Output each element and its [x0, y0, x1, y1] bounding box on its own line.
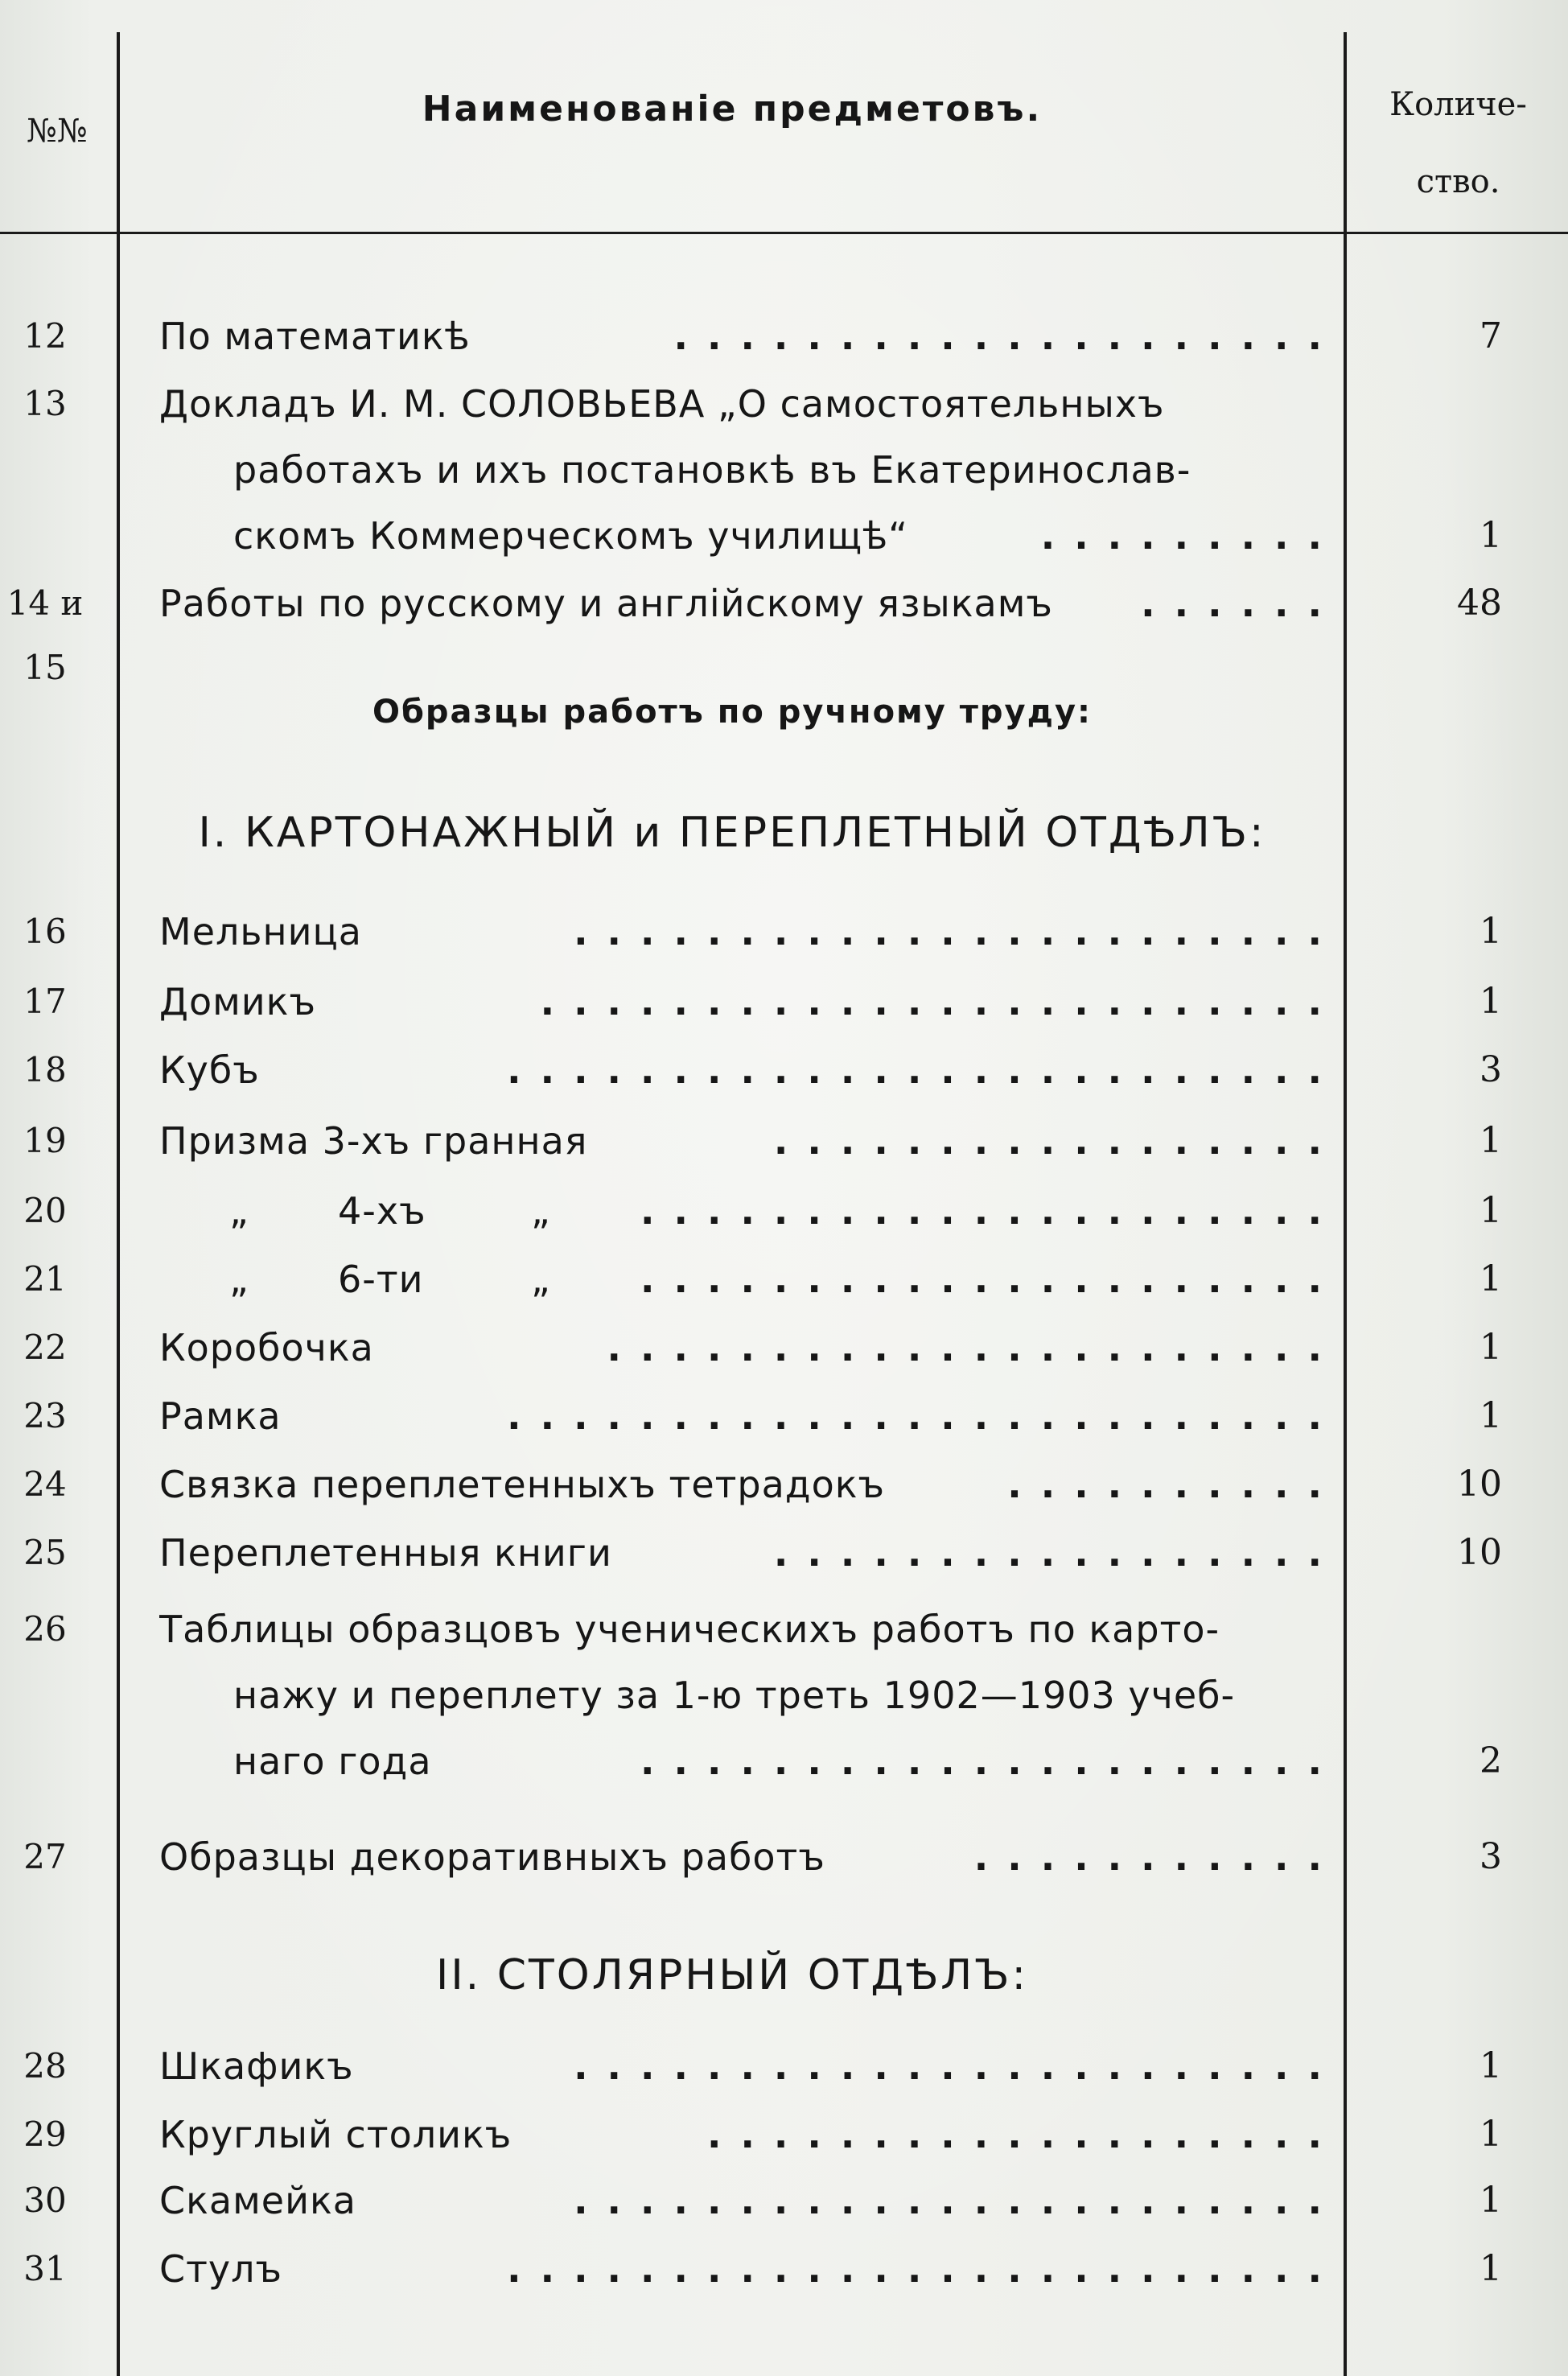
row-description: Переплетенныя книги	[159, 1531, 612, 1575]
row-number: 29	[23, 2115, 67, 2154]
row-number: 17	[23, 982, 67, 1021]
row-description: наго года	[233, 1740, 432, 1783]
ditto-mark: „	[531, 1258, 550, 1301]
row-quantity: 1	[1480, 911, 1502, 952]
handwork-section-title: Образцы работъ по ручному труду:	[372, 694, 1093, 731]
header-quantity-label	[1348, 66, 1568, 220]
row-quantity: 1	[1480, 1120, 1502, 1161]
ditto-mark: „	[229, 1258, 249, 1301]
table-row	[0, 1663, 1568, 1727]
row-quantity: 1	[1480, 1395, 1502, 1436]
row-quantity: 10	[1457, 1532, 1502, 1573]
row-quantity: 1	[1480, 2248, 1502, 2289]
table-row	[0, 1521, 1568, 1585]
table-row	[0, 900, 1568, 964]
row-quantity: 1	[1480, 1258, 1502, 1299]
table-row	[0, 1247, 1568, 1312]
row-number: 18	[23, 1050, 67, 1089]
table-row	[0, 2237, 1568, 2301]
cartonnage-section-title: I. КАРТОНАЖНЫЙ и ПЕРЕПЛЕТНЫЙ ОТДѢЛЪ:	[198, 809, 1266, 857]
leader-dots: ....................	[673, 315, 1341, 358]
leader-dots: ...........	[973, 1835, 1341, 1879]
row-description: Мельница	[159, 910, 362, 953]
leader-dots: ......	[1141, 582, 1341, 625]
table-row	[0, 1825, 1568, 1889]
header-quantity-label-line2: ство.	[1416, 163, 1500, 200]
row-quantity: 1	[1480, 2180, 1502, 2221]
row-number: 13	[23, 384, 67, 423]
row-description: 6-ти	[338, 1258, 424, 1301]
row-number: 28	[23, 2046, 67, 2086]
row-quantity: 1	[1480, 2045, 1502, 2086]
row-number: 27	[23, 1837, 67, 1876]
row-quantity: 2	[1480, 1740, 1502, 1781]
row-description: 4-хъ	[338, 1189, 426, 1233]
row-description: Кубъ	[159, 1048, 260, 1092]
row-quantity: 3	[1480, 1836, 1502, 1877]
table-row	[0, 2034, 1568, 2098]
table-row	[0, 1452, 1568, 1517]
table-row	[0, 1038, 1568, 1102]
row-description: Скамейка	[159, 2179, 356, 2222]
row-description: скомъ Коммерческомъ училищѣ“	[233, 514, 908, 558]
row-number: 22	[23, 1328, 67, 1367]
leader-dots: .........	[1040, 514, 1341, 558]
row-quantity: 3	[1480, 1049, 1502, 1090]
leader-dots: .....................	[640, 1189, 1341, 1233]
table-row	[0, 1179, 1568, 1243]
row-number: 19	[23, 1121, 67, 1160]
row-description: Шкафикъ	[159, 2045, 354, 2088]
table-row	[0, 1729, 1568, 1793]
row-description: нажу и переплету за 1-ю треть 1902—1903 учеб-	[233, 1674, 1236, 1717]
row-quantity: 10	[1457, 1464, 1502, 1505]
row-quantity: 1	[1480, 515, 1502, 556]
table-row	[0, 1109, 1568, 1173]
table-row	[0, 571, 1568, 687]
leader-dots: .....................	[640, 1258, 1341, 1301]
ditto-mark: „	[229, 1189, 249, 1233]
table-row	[0, 304, 1568, 369]
row-number: 16	[23, 912, 67, 951]
table-row	[0, 372, 1568, 436]
row-description: Коробочка	[159, 1326, 374, 1369]
table-row	[0, 1316, 1568, 1380]
table-row	[0, 970, 1568, 1034]
table-row	[0, 1597, 1568, 1662]
leader-dots: ...................	[706, 2113, 1341, 2156]
leader-dots: .........................	[507, 1048, 1341, 1092]
leader-dots: .....................	[640, 1740, 1341, 1783]
leader-dots: .........................	[507, 2247, 1341, 2291]
row-description: Таблицы образцовъ ученическихъ работъ по карто-	[159, 1608, 1220, 1651]
header-number-label: №№	[27, 113, 88, 150]
row-number: 14 и 15	[6, 583, 84, 687]
row-description: Домикъ	[159, 980, 316, 1023]
row-number: 21	[23, 1259, 67, 1299]
leader-dots: .................	[773, 1531, 1341, 1575]
header-quantity-label-line1: Количе-	[1389, 86, 1527, 123]
leader-dots: ..........	[1007, 1463, 1341, 1506]
row-description: Докладъ И. М. СОЛОВЬЕВА „О самостоятельныхъ	[159, 382, 1165, 426]
row-number: 30	[23, 2180, 67, 2220]
leader-dots: .......................	[574, 2179, 1341, 2222]
leader-dots: ......................	[607, 1326, 1341, 1369]
table-row	[0, 2102, 1568, 2167]
table-row	[0, 1384, 1568, 1448]
row-number: 25	[23, 1533, 67, 1572]
row-number: 26	[23, 1609, 67, 1649]
row-quantity: 1	[1480, 2114, 1502, 2155]
ditto-mark: „	[531, 1189, 550, 1233]
row-description: Круглый столикъ	[159, 2113, 512, 2156]
leader-dots: .................	[773, 1119, 1341, 1163]
row-description: Работы по русскому и англійскому языкамъ	[159, 582, 1053, 625]
carpentry-section-title: II. СТОЛЯРНЫЙ ОТДѢЛЪ:	[435, 1951, 1029, 1999]
table-row	[0, 438, 1568, 502]
row-quantity: 1	[1480, 1327, 1502, 1368]
row-quantity: 7	[1480, 315, 1502, 356]
leader-dots: ........................	[540, 980, 1341, 1023]
row-quantity: 1	[1480, 1190, 1502, 1231]
row-number: 24	[23, 1464, 67, 1504]
row-description: По математикѣ	[159, 315, 471, 358]
leader-dots: .......................	[574, 2045, 1341, 2088]
row-number: 12	[23, 316, 67, 356]
leader-dots: .........................	[507, 1394, 1341, 1438]
row-number: 23	[23, 1396, 67, 1435]
row-description: Стулъ	[159, 2247, 283, 2291]
header-name-label: Наименованіе предметовъ.	[422, 89, 1043, 130]
row-description: работахъ и ихъ постановкѣ въ Екатеринослав-	[233, 448, 1191, 492]
leader-dots: .......................	[574, 910, 1341, 953]
row-description: Образцы декоративныхъ работъ	[159, 1835, 825, 1879]
row-number: 31	[23, 2249, 67, 2288]
row-description: Рамка	[159, 1394, 282, 1438]
row-quantity: 1	[1480, 981, 1502, 1022]
row-quantity: 48	[1457, 583, 1502, 624]
header-divider	[0, 232, 1568, 234]
row-description: Связка переплетенныхъ тетрадокъ	[159, 1463, 886, 1506]
row-number: 20	[23, 1191, 67, 1230]
table-row	[0, 504, 1568, 568]
table-row	[0, 2168, 1568, 2233]
row-description: Призма 3-хъ гранная	[159, 1119, 588, 1163]
